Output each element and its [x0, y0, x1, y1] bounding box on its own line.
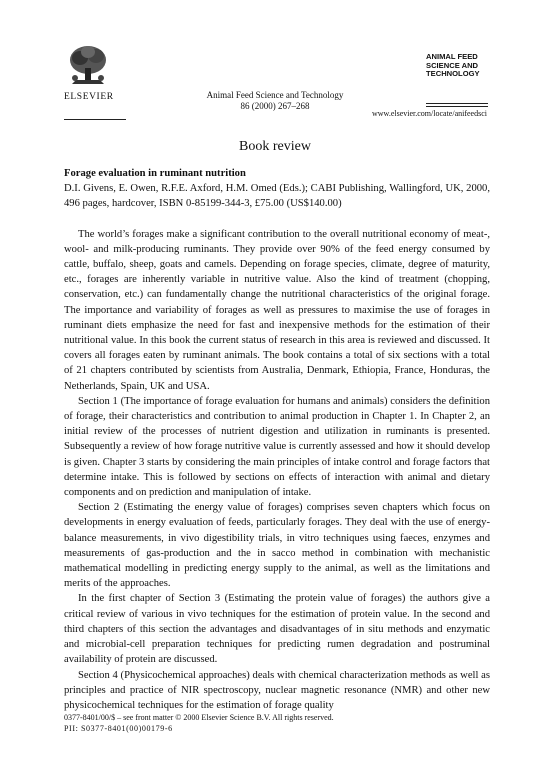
brand-line: TECHNOLOGY [426, 69, 480, 79]
review-paragraph: Section 1 (The importance of forage evaluation for humans and animals) considers the definition of forage, their characteristics and contribution to animal production in Chapter 1. In Chapter 2, an initial review of the processes of nutrient digestion and utilization in ruminants is presented. Subsequently a review of how forage nutritive value is currently assessed and how it should develop is given. Chapter 3 starts by considering the main principles of intake control and forage factors that determine intake. This is followed by sections on effects of interaction with animal and dietary components and on prediction and manipulation of intake. [64, 395, 490, 499]
review-paragraph: The world’s forages make a significant contribution to the overall nutritional economy of meat-, wool- and milk-producing ruminants. They provide over 90% of the feed energy consumed by cattle, buffalo, sheep, goats and camels. Depending on forage species, climate, degree of maturity, etc., forages are inherently variable in nutritive value. Also the kind of treatment (chopping, conservation, etc.) can fundamentally change the nutritional characteristics of the original forage. The importance and variability of forages as well as pressures to maximise the use of forages in ruminant diets emphasize the need for fast and inexpensive methods for the estimation of their nutritional value. In this book the current status of research in this area is reviewed and discussed. It covers all forages eaten by ruminant animals. The book contains a total of six sections with a total of 21 chapters contributed by scientists from Australia, Denmark, Ethiopia, France, Honduras, the Netherlands, Spain, UK and USA. [64, 228, 490, 392]
header-divider [426, 106, 488, 107]
journal-citation: 86 (2000) 267–268 [240, 101, 310, 111]
review-paragraph: Section 4 (Physicochemical approaches) deals with chemical characterization methods as well as principles and practice of NIR spectroscopy, nuclear magnetic resonance (NMR) and other new physicochemical techniques for the estimation of forage quality [64, 669, 490, 711]
publisher-name: ELSEVIER [64, 92, 114, 102]
page-header [0, 0, 550, 120]
book-title: Forage evaluation in ruminant nutrition [64, 168, 246, 179]
review-paragraph: In the first chapter of Section 3 (Estimating the protein value of forages) the authors give a critical review of various in vivo techniques for the estimation of protein value. In the second and third chapters of this section the advantages and disadvantages of in situ methods and enzymatic and microbial-cell preparation techniques for predicting rumen degradation and postruminal availability of protein are discussed. [64, 593, 490, 666]
brand-line: ANIMAL FEED [426, 52, 478, 61]
journal-url[interactable]: www.elsevier.com/locate/anifeedsci [372, 109, 487, 118]
brand-line: SCIENCE AND [426, 60, 479, 70]
pii-identifier: PII: S0377-8401(00)00179-6 [64, 724, 173, 733]
header-divider [426, 103, 488, 104]
page-footer [64, 712, 334, 734]
header-divider [64, 119, 126, 120]
copyright-notice: 0377-8401/00/$ – see front matter © 2000 Elsevier Science B.V. All rights reserved. [64, 713, 334, 722]
review-body [64, 166, 490, 713]
elsevier-tree-icon [66, 44, 110, 88]
journal-name: Animal Feed Science and Technology [206, 90, 344, 100]
section-title: Book review [239, 139, 311, 154]
review-paragraph: Section 2 (Estimating the energy value of forages) comprises seven chapters which focus on developments in energy evaluation of feeds, particularly forages. They deal with the use of energy-balance measurements, in vivo digestibility trials, in vitro techniques using faeces, enzymes and measurements of gas-production and the in sacco method in combination with mechanistic mathematical modelling in predicting energy supply to the animal, as well as the limitations and merits of the approaches. [64, 502, 490, 590]
bibliographic-details: D.I. Givens, E. Owen, R.F.E. Axford, H.M. Omed (Eds.); CABI Publishing, Wallingford, UK, 2000, 496 pages, hardcover, ISBN 0-85199-344-3, £75.00 (US$140.00) [64, 183, 490, 210]
journal-brand [426, 53, 480, 79]
